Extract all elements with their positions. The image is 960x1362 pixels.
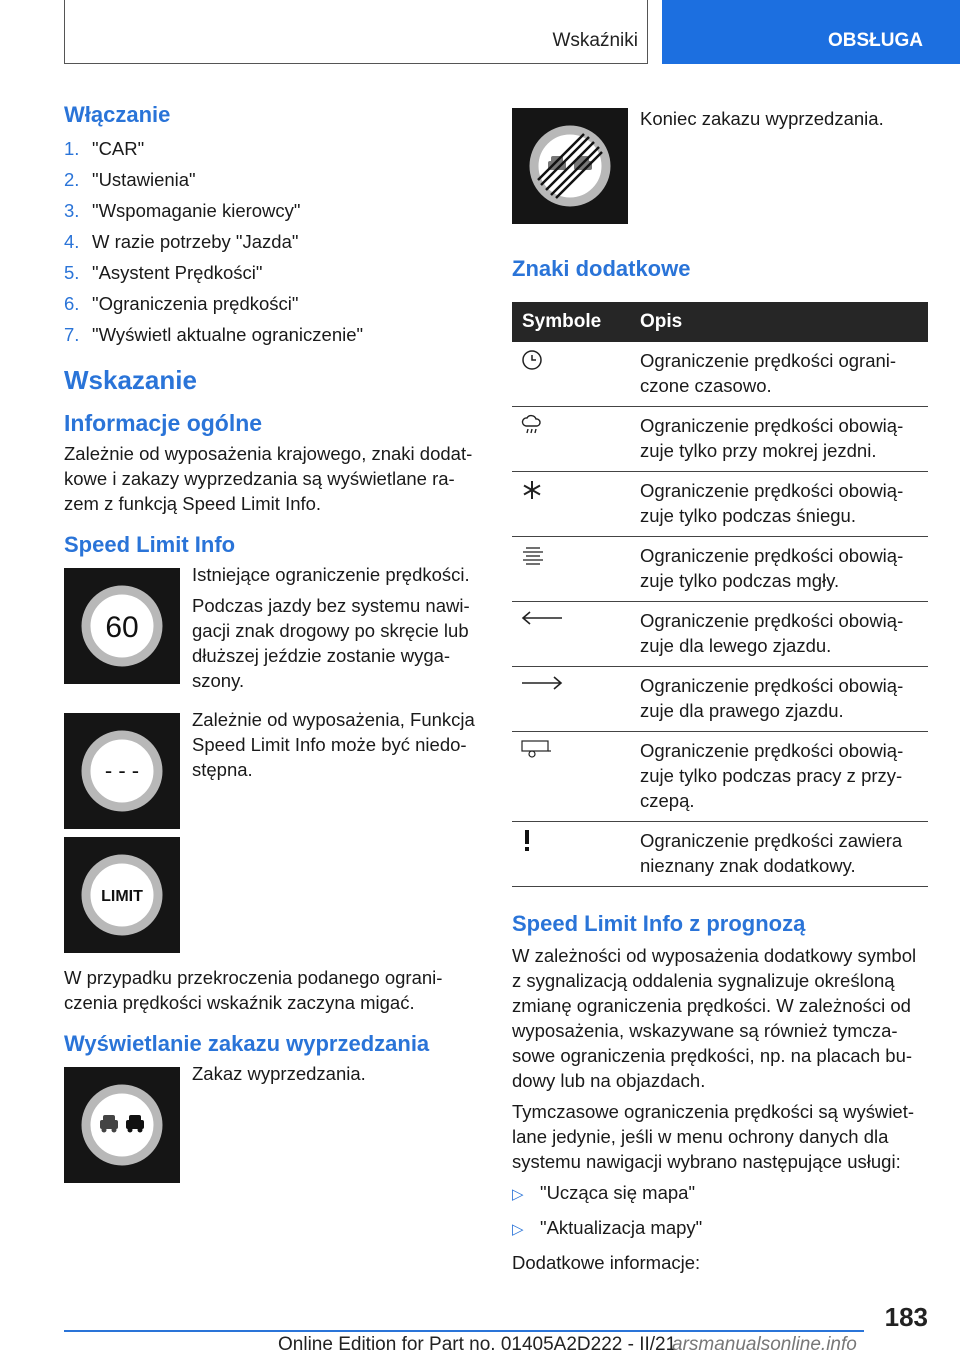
end-no-overtaking-sign xyxy=(512,108,628,224)
list-item: 6. "Ograniczenia prędkości" xyxy=(64,293,299,314)
steps-list xyxy=(64,136,484,347)
list-item: ▷ "Aktualizacja mapy" xyxy=(512,1215,928,1242)
services-list xyxy=(512,1180,928,1242)
exclamation-icon xyxy=(520,828,534,852)
list-item: 4. W razie potrzeby "Jazda" xyxy=(64,231,299,252)
footer-edition: Online Edition for Part no. 01405A2D222 - II/21 xyxy=(278,1334,677,1355)
sign-dash-label: - - - xyxy=(104,758,140,783)
info-text: Zależnie od wyposażenia krajowego, znaki dodat-kowe i zakazy wyprzedzania są wyświetlane ra-zem z funkcją Speed Limit Info. xyxy=(64,443,473,514)
speed-limit-unknown-sign xyxy=(64,713,180,829)
list-item: 7. "Wyświetl aktualne ograniczenie" xyxy=(64,324,364,345)
sign-limit-label: LIMIT xyxy=(101,888,143,905)
no-overtaking-row xyxy=(64,1063,484,1183)
list-item: 5. "Asystent Prędkości" xyxy=(64,262,263,283)
no-overtaking-sign xyxy=(64,1067,180,1183)
sign-60-label: 60 xyxy=(105,611,139,644)
watermark: arsmanualsonline.info xyxy=(672,1334,857,1355)
symbols-table xyxy=(512,302,928,887)
table-row: Ograniczenie prędkości obowią-zuje tylko przy mokrej jezdni. xyxy=(512,407,928,472)
sli-text-2: Podczas jazdy bez systemu nawi-gacji znak drogowy po skręcie lub dłuższej jeździe zostanie wyga-szony. xyxy=(192,595,470,691)
table-row: Ograniczenie prędkości obowią-zuje tylko podczas śniegu. xyxy=(512,472,928,537)
heading-zakaz: Wyświetlanie zakazu wyprzedzania xyxy=(64,1031,430,1056)
sli-text-4: W przypadku przekroczenia podanego ograni-czenia prędkości wskaźnik zaczyna migać. xyxy=(64,967,443,1013)
prognoza-text-3: Dodatkowe informacje: xyxy=(512,1252,701,1273)
sign-dash-row xyxy=(64,709,484,829)
limit-sign xyxy=(64,837,180,953)
heading-informacje: Informacje ogólne xyxy=(64,410,263,436)
table-row: Ograniczenie prędkości obowią-zuje tylko podczas mgły. xyxy=(512,537,928,602)
clock-icon xyxy=(520,348,544,372)
sign-60-row xyxy=(64,564,484,699)
column-header-symbole: Symbole xyxy=(512,302,630,342)
arrow-left-icon xyxy=(520,608,564,628)
heading-wlaczanie: Włączanie xyxy=(64,102,171,127)
left-column xyxy=(64,100,484,1183)
snowflake-icon xyxy=(520,478,544,502)
trailer-icon xyxy=(520,738,552,760)
zakaz-text: Zakaz wyprzedzania. xyxy=(192,1063,366,1084)
header-chapter-tab[interactable]: OBSŁUGA xyxy=(662,0,960,64)
list-item: 2. "Ustawienia" xyxy=(64,169,196,190)
sli-text-3: Zależnie od wyposażenia, Funkcja Speed Limit Info może być niedo-stępna. xyxy=(192,709,475,780)
right-column xyxy=(512,100,928,1275)
footer-divider xyxy=(64,1330,864,1332)
table-row: Ograniczenie prędkości obowią-zuje tylko podczas pracy z przy-czepą. xyxy=(512,732,928,822)
heading-wskazanie: Wskazanie xyxy=(64,365,197,395)
page-number: 183 xyxy=(884,1302,928,1332)
end-no-overtaking-row xyxy=(512,108,928,224)
rain-cloud-icon xyxy=(520,413,544,437)
speed-limit-60-sign xyxy=(64,568,180,684)
list-item: 1. "CAR" xyxy=(64,138,145,159)
prognoza-text-2: Tymczasowe ograniczenia prędkości są wyświet-lane jedynie, jeśli w menu ochrony danych dla systemu nawigacji wybrano następujące usługi: xyxy=(512,1101,915,1172)
triangle-bullet-icon: ▷ xyxy=(512,1221,524,1238)
table-row: Ograniczenie prędkości obowią-zuje dla prawego zjazdu. xyxy=(512,667,928,732)
sli-text-1: Istniejące ograniczenie prędkości. xyxy=(192,564,470,585)
sign-limit-row xyxy=(64,837,484,953)
arrow-right-icon xyxy=(520,673,564,693)
triangle-bullet-icon: ▷ xyxy=(512,1186,524,1203)
list-item: ▷ "Ucząca się mapa" xyxy=(512,1180,928,1207)
heading-speed-limit-info: Speed Limit Info xyxy=(64,532,236,557)
table-row: Ograniczenie prędkości ograni-czone czasowo. xyxy=(512,342,928,407)
list-item: 3. "Wspomaganie kierowcy" xyxy=(64,200,301,221)
heading-prognoza: Speed Limit Info z prognozą xyxy=(512,911,806,936)
koniec-text: Koniec zakazu wyprzedzania. xyxy=(640,108,884,129)
table-row: Ograniczenie prędkości zawiera nieznany znak dodatkowy. xyxy=(512,822,928,887)
header-section-title: Wskaźniki xyxy=(552,30,638,51)
prognoza-text-1: W zależności od wyposażenia dodatkowy symbol z sygnalizacją oddalenia sygnalizuje określoną zmianę ograniczenia prędkości. W zależności od wyposażenia, wskazywane są również tymcza-sowe ograniczenia prędkości, np. na placach bu-dowy lub na objazdach. xyxy=(512,945,917,1091)
heading-znaki-dodatkowe: Znaki dodatkowe xyxy=(512,256,691,281)
fog-icon xyxy=(520,543,546,567)
table-row: Ograniczenie prędkości obowią-zuje dla lewego zjazdu. xyxy=(512,602,928,667)
column-header-opis: Opis xyxy=(630,302,928,342)
